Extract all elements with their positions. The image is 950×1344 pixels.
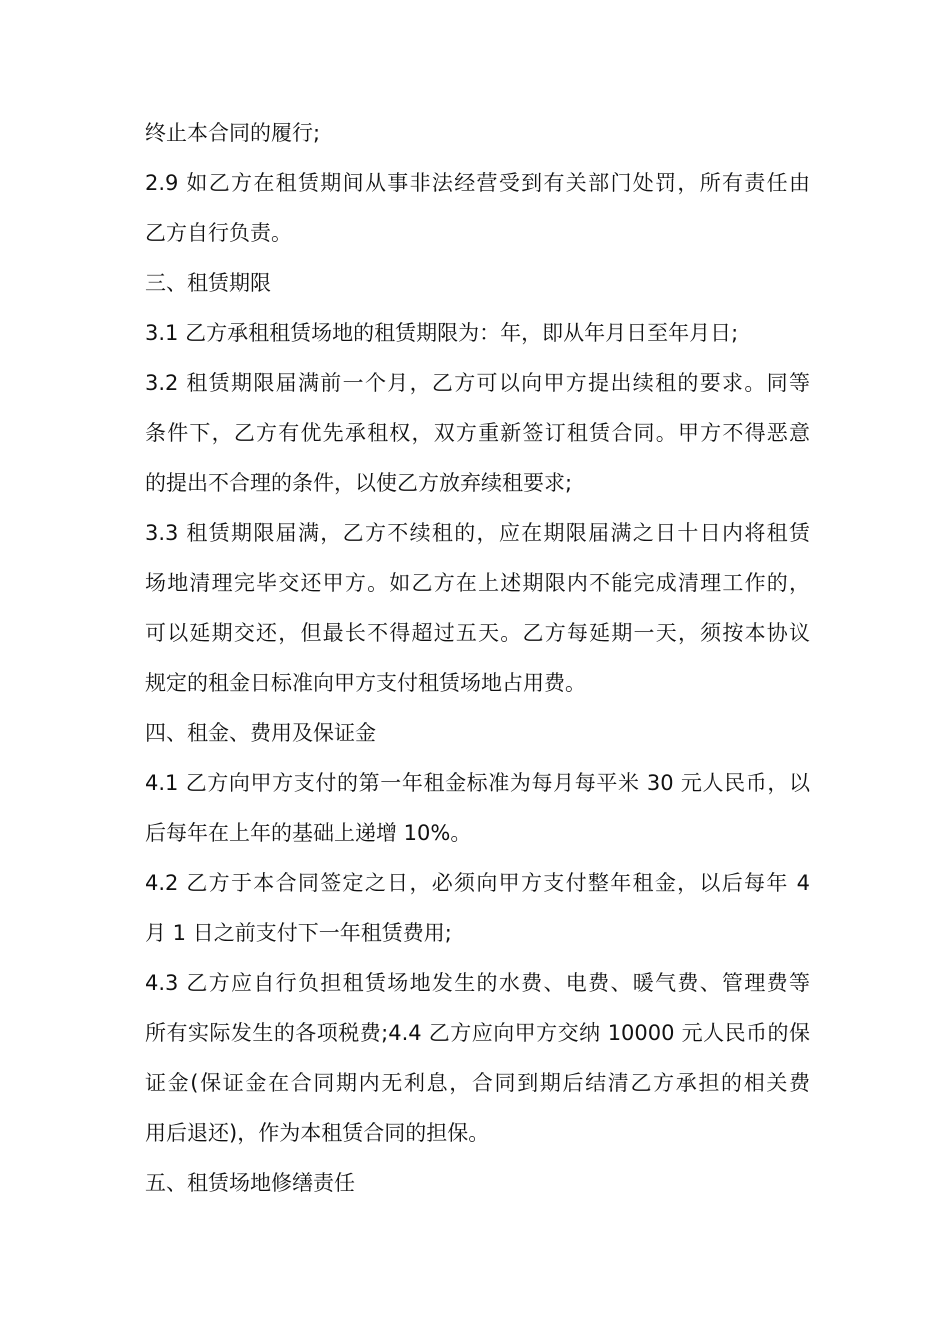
text-line: 后每年在上年的基础上递增 10%。 [145,821,472,845]
text-line: 2.9 如乙方在租赁期间从事非法经营受到有关部门处罚，所有责任由 [145,171,810,195]
text-line: 的提出不合理的条件，以使乙方放弃续租要求; [145,471,573,495]
text-line: 4.3 乙方应自行负担租赁场地发生的水费、电费、暖气费、管理费等 [145,971,810,995]
text-line: 3.1 乙方承租租赁场地的租赁期限为：年，即从年月日至年月日; [145,321,739,345]
text-line: 可以延期交还，但最长不得超过五天。乙方每延期一天，须按本协议 [145,621,810,645]
text-line: 终止本合同的履行; [145,121,321,145]
text-line: 规定的租金日标准向甲方支付租赁场地占用费。 [145,671,586,695]
text-line: 四、租金、费用及保证金 [145,721,376,745]
document-body [145,108,810,1208]
text-line: 三、租赁期限 [145,271,271,295]
text-line: 条件下，乙方有优先承租权，双方重新签订租赁合同。甲方不得恶意 [145,421,810,445]
text-line: 3.2 租赁期限届满前一个月，乙方可以向甲方提出续租的要求。同等 [145,371,810,395]
text-line: 五、租赁场地修缮责任 [145,1171,355,1195]
text-line: 3.3 租赁期限届满，乙方不续租的，应在期限届满之日十日内将租赁 [145,521,810,545]
text-line: 乙方自行负责。 [145,221,292,245]
text-line: 4.1 乙方向甲方支付的第一年租金标准为每月每平米 30 元人民币，以 [145,771,810,795]
text-line: 场地清理完毕交还甲方。如乙方在上述期限内不能完成清理工作的， [145,571,810,595]
text-line: 所有实际发生的各项税费;4.4 乙方应向甲方交纳 10000 元人民币的保 [145,1021,810,1045]
text-line: 4.2 乙方于本合同签定之日，必须向甲方支付整年租金，以后每年 4 [145,871,810,895]
text-line: 用后退还)，作为本租赁合同的担保。 [145,1121,490,1145]
text-line: 月 1 日之前支付下一年租赁费用; [145,921,452,945]
text-line: 证金(保证金在合同期内无利息，合同到期后结清乙方承担的相关费 [145,1071,810,1095]
